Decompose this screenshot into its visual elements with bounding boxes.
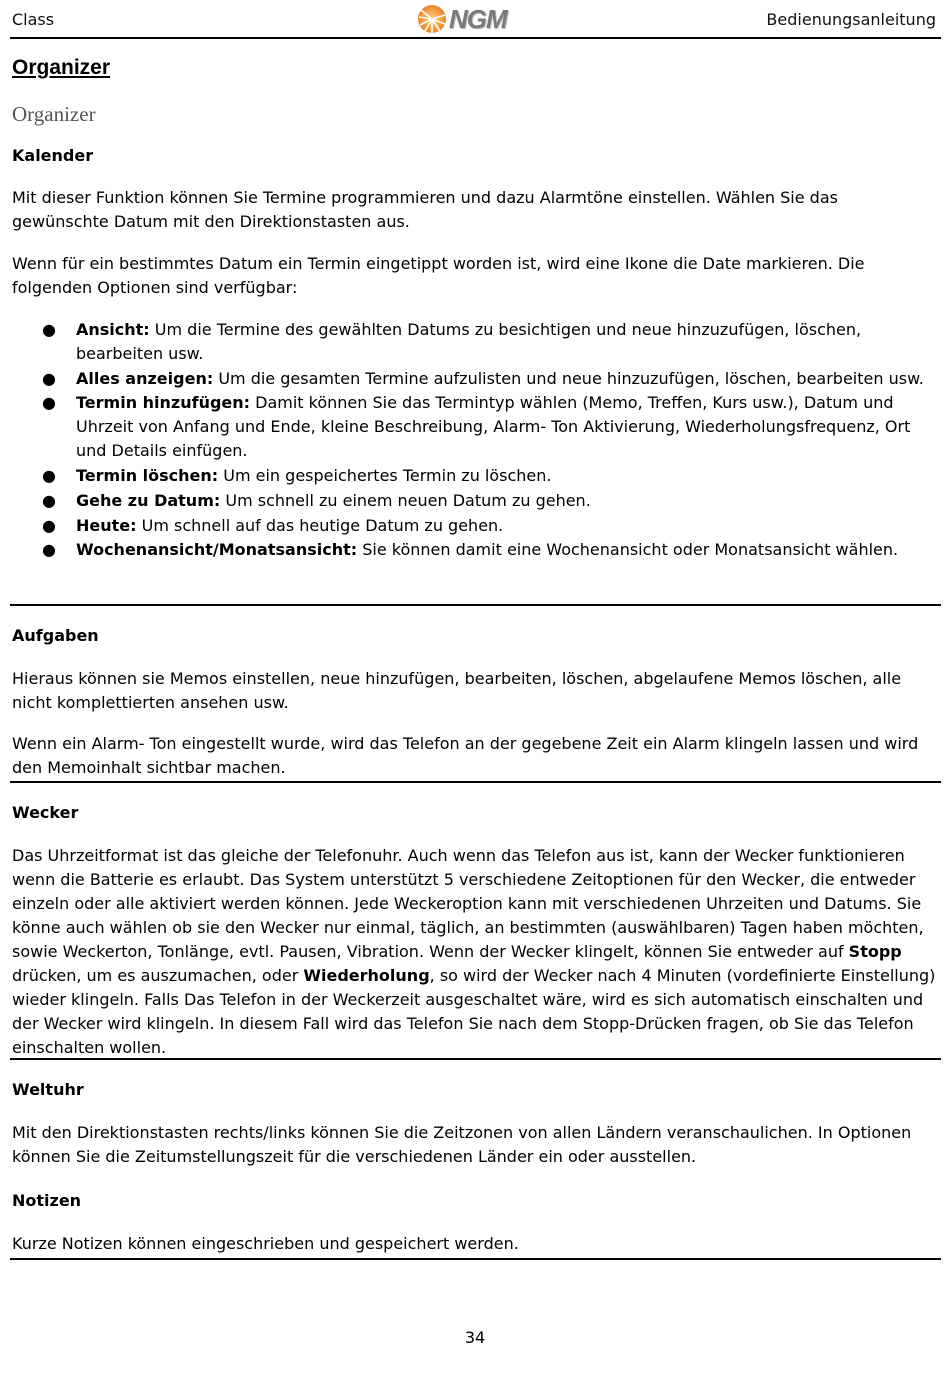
page-title: Organizer <box>12 56 111 79</box>
brand-logo <box>417 2 507 36</box>
section-divider <box>10 604 941 606</box>
list-item: Alles anzeigen: Um die gesamten Termine aufzulisten und neue hinzuzufügen, löschen, bearbeiten usw. <box>76 369 924 388</box>
bullet-icon: ● <box>42 540 56 559</box>
list-item: Termin löschen: Um ein gespeichertes Termin zu löschen. <box>76 466 552 485</box>
section-heading-weltuhr: Weltuhr <box>12 1080 84 1099</box>
bullet-icon: ● <box>42 516 56 535</box>
list-item: Wochenansicht/Monatsansicht: Sie können damit eine Wochenansicht oder Monatsansicht wählen. <box>76 540 899 559</box>
bullet-icon: ● <box>42 491 56 510</box>
section-divider <box>10 1058 941 1060</box>
bullet-icon: ● <box>42 320 56 339</box>
weltuhr-paragraph: Mit den Direktionstasten rechts/links können Sie die Zeitzonen von allen Ländern veranschaulichen. In Optionen können Sie die Zeitumstellungszeit für die verschiedenen Länder ein oder ausstellen. <box>12 1123 912 1166</box>
section-divider <box>10 1258 941 1260</box>
aufgaben-paragraph-1: Hieraus können sie Memos einstellen, neue hinzufügen, bearbeiten, löschen, abgelaufene Memos löschen, alle nicht komplettierten ansehen usw. <box>12 669 902 712</box>
brand-name: NGM <box>449 3 507 34</box>
header-model-name: Class <box>12 10 55 29</box>
list-item: Heute: Um schnell auf das heutige Datum zu gehen. <box>76 516 504 535</box>
list-item: Ansicht: Um die Termine des gewählten Datums zu besichtigen und neue hinzuzufügen, löschen, bearbeiten usw. <box>76 320 862 363</box>
header-doc-title: Bedienungsanleitung <box>766 10 936 29</box>
page-subtitle: Organizer <box>12 102 96 126</box>
page-number: 34 <box>464 1328 486 1347</box>
kalender-paragraph-1: Mit dieser Funktion können Sie Termine programmieren und dazu Alarmtöne einstellen. Wählen Sie das gewünschte Datum mit den Direktionstasten aus. <box>12 188 838 231</box>
section-heading-notizen: Notizen <box>12 1191 82 1210</box>
bullet-icon: ● <box>42 393 56 412</box>
section-heading-aufgaben: Aufgaben <box>12 626 99 645</box>
header-rule <box>10 37 941 39</box>
bullet-icon: ● <box>42 369 56 388</box>
section-heading-kalender: Kalender <box>12 146 94 165</box>
sunburst-icon <box>417 4 447 34</box>
aufgaben-paragraph-2: Wenn ein Alarm- Ton eingestellt wurde, wird das Telefon an der gegebene Zeit ein Alarm klingeln lassen und wird den Memoinhalt sichtbar machen. <box>12 734 919 777</box>
section-heading-wecker: Wecker <box>12 803 79 822</box>
notizen-paragraph: Kurze Notizen können eingeschrieben und gespeichert werden. <box>12 1234 519 1253</box>
section-divider <box>10 781 941 783</box>
bullet-icon: ● <box>42 466 56 485</box>
list-item: Gehe zu Datum: Um schnell zu einem neuen Datum zu gehen. <box>76 491 591 510</box>
kalender-paragraph-2: Wenn für ein bestimmtes Datum ein Termin eingetippt worden ist, wird eine Ikone die Date markieren. Die folgenden Optionen sind verfügbar: <box>12 254 865 297</box>
list-item: Termin hinzufügen: Damit können Sie das Termintyp wählen (Memo, Treffen, Kurs usw.), Datum und Uhrzeit von Anfang und Ende, kleine Beschreibung, Alarm- Ton Aktivierung, Wiederholungsfrequenz, Ort und Details einfügen. <box>76 393 911 460</box>
wecker-paragraph: Das Uhrzeitformat ist das gleiche der Telefonuhr. Auch wenn das Telefon aus ist, kann der Wecker funktionieren wenn die Batterie es erlaubt. Das System unterstützt 5 verschiedene Zeitoptionen für den Wecker, die entweder einzeln oder alle aktiviert werden können. Jede Weckeroption kann mit verschiedenen Uhrzeiten und Datums. Sie könne auch wählen ob sie den Wecker nur einmal, täglich, an bestimmten (auswählbaren) Tagen haben möchten, sowie Weckerton, Tonlänge, evtl. Pausen, Vibration. Wenn der Wecker klingelt, können Sie entweder auf Stopp drücken, um es auszumachen, oder Wiederholung, so wird der Wecker nach 4 Minuten (vordefinierte Einstellung) wieder klingeln. Falls Das Telefon in der Weckerzeit ausgeschaltet wäre, wird es sich automatisch einschalten und der Wecker wird klingeln. In diesem Fall wird das Telefon Sie nach dem Stopp-Drücken fragen, ob Sie das Telefon einschalten wollen. <box>12 846 936 1057</box>
